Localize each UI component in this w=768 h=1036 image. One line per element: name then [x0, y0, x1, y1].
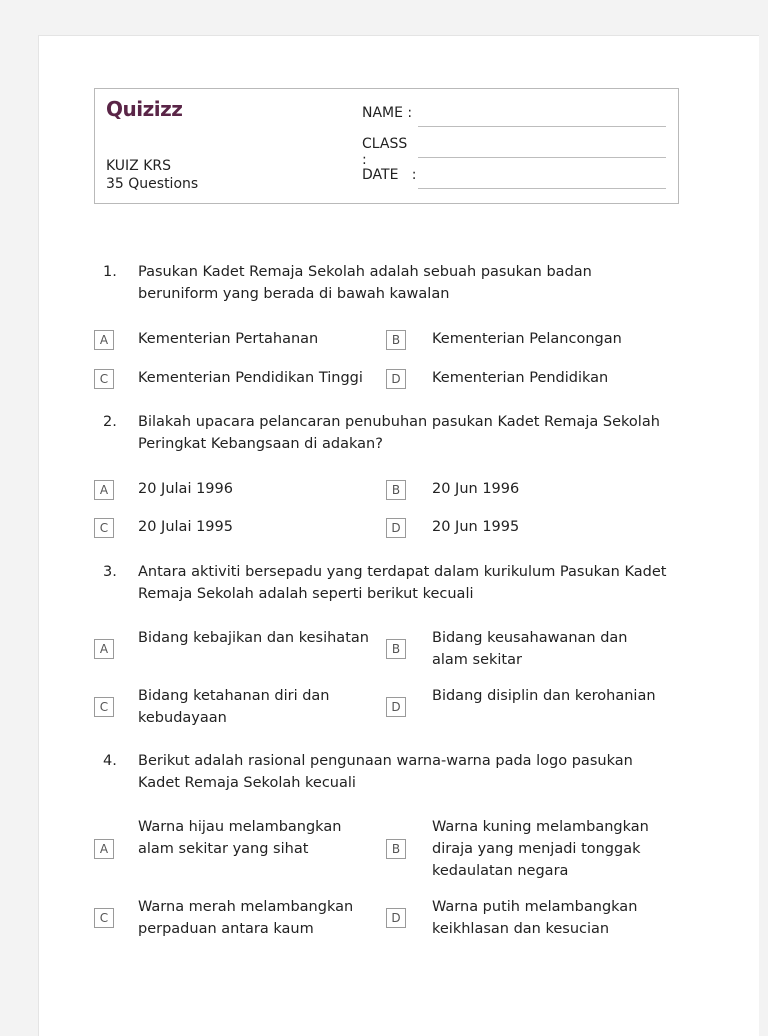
worksheet-page	[38, 35, 759, 1036]
question-count: 35 Questions	[106, 176, 199, 192]
option-letter-box[interactable]: D	[386, 518, 406, 538]
option-text: 20 Julai 1996	[138, 481, 233, 497]
option-text: Kementerian Pendidikan Tinggi	[138, 370, 363, 386]
question-number: 4.	[103, 753, 117, 769]
option-letter-box[interactable]: C	[94, 518, 114, 538]
option-letter-box[interactable]: A	[94, 480, 114, 500]
option-text: Bidang ketahanan diri dan kebudayaan	[138, 688, 330, 726]
option-letter-box[interactable]: B	[386, 639, 406, 659]
date-line	[418, 187, 666, 189]
option-letter-box[interactable]: C	[94, 908, 114, 928]
question-text: Berikut adalah rasional pengunaan warna-warna pada logo pasukan Kadet Remaja Sekolah kecuali	[138, 753, 633, 791]
option-text: Bidang kebajikan dan kesihatan	[138, 630, 369, 646]
question-text: Pasukan Kadet Remaja Sekolah adalah sebuah pasukan badan beruniform yang berada di bawah kawalan	[138, 264, 592, 302]
class-line	[418, 156, 666, 158]
option-text: Warna hijau melambangkan alam sekitar yang sihat	[138, 819, 342, 857]
option-text: Kementerian Pertahanan	[138, 331, 319, 347]
option-text: Bidang keusahawanan dan alam sekitar	[432, 630, 628, 668]
option-text: 20 Jun 1996	[432, 481, 520, 497]
class-field	[362, 136, 666, 168]
date-label: DATE :	[362, 167, 417, 183]
quizizz-logo: Quizizz	[106, 97, 183, 121]
option-letter-box[interactable]: D	[386, 908, 406, 928]
option-text: Kementerian Pelancongan	[432, 331, 622, 347]
class-label: CLASS :	[362, 136, 408, 168]
name-line	[418, 125, 666, 127]
option-text: 20 Jun 1995	[432, 519, 520, 535]
option-text: Warna merah melambangkan perpaduan antara kaum	[138, 899, 354, 937]
question-text: Bilakah upacara pelancaran penubuhan pasukan Kadet Remaja Sekolah Peringkat Kebangsaan di adakan?	[138, 414, 660, 452]
option-letter-box[interactable]: B	[386, 480, 406, 500]
option-text: Kementerian Pendidikan	[432, 370, 609, 386]
option-letter-box[interactable]: D	[386, 697, 406, 717]
option-letter-box[interactable]: C	[94, 369, 114, 389]
option-text: Warna putih melambangkan keikhlasan dan kesucian	[432, 899, 638, 937]
option-letter-box[interactable]: B	[386, 330, 406, 350]
question-number: 2.	[103, 414, 117, 430]
option-text: Warna kuning melambangkan diraja yang menjadi tonggak kedaulatan negara	[432, 819, 649, 879]
question-number: 1.	[103, 264, 117, 280]
date-field	[362, 167, 666, 189]
option-letter-box[interactable]: D	[386, 369, 406, 389]
question-text: Antara aktiviti bersepadu yang terdapat dalam kurikulum Pasukan Kadet Remaja Sekolah adalah seperti berikut kecuali	[138, 564, 667, 602]
option-text: Bidang disiplin dan kerohanian	[432, 688, 656, 704]
option-letter-box[interactable]: A	[94, 330, 114, 350]
quiz-title: KUIZ KRS	[106, 158, 172, 174]
name-label: NAME :	[362, 105, 413, 121]
option-letter-box[interactable]: C	[94, 697, 114, 717]
option-letter-box[interactable]: B	[386, 839, 406, 859]
name-field	[362, 105, 666, 127]
option-letter-box[interactable]: A	[94, 639, 114, 659]
worksheet-header	[94, 88, 679, 204]
option-letter-box[interactable]: A	[94, 839, 114, 859]
question-number: 3.	[103, 564, 117, 580]
option-text: 20 Julai 1995	[138, 519, 233, 535]
